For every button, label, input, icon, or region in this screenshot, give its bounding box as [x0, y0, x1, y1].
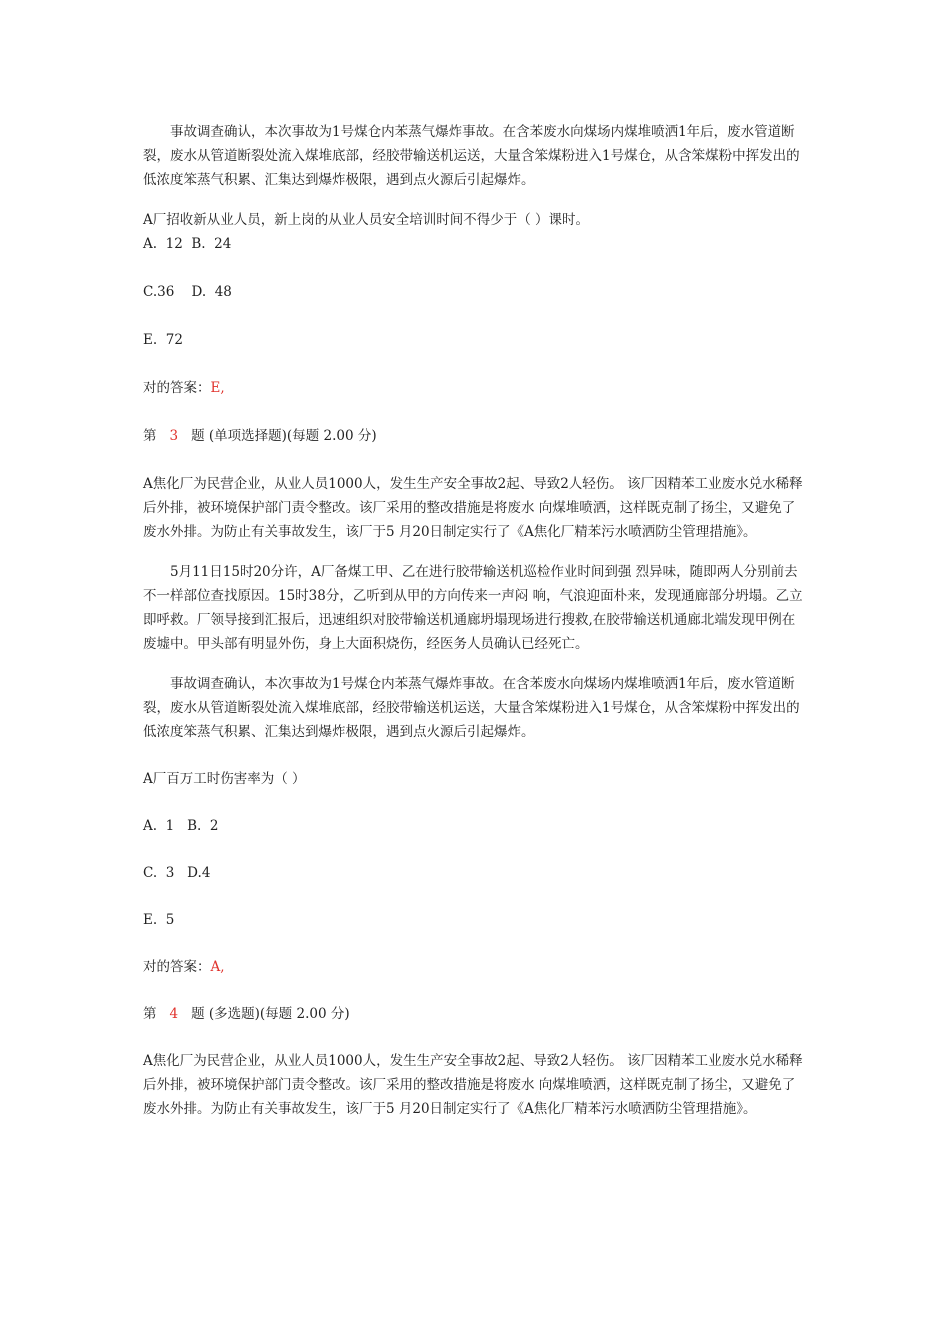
question-2-options-ab: A. 12 B. 24	[143, 236, 232, 252]
question-type: 题 (单项选择题)(每题 2.00 分)	[191, 428, 377, 444]
question-2-text: A厂招收新从业人员，新上岗的从业人员安全培训时间不得少于（ ）课时。	[143, 212, 590, 228]
question-prefix: 第	[143, 428, 157, 444]
question-2-options-e: E. 72	[143, 332, 183, 348]
accident-investigation-paragraph: 事故调查确认，本次事故为1号煤仓内苯蒸气爆炸事故。在含苯废水向煤场内煤堆喷洒1年后，废水管道断裂，废水从管道断裂处流入煤堆底部，经胶带输送机运送，大量含笨煤粉进入1号煤仓，从含笨煤粉中挥发出的低浓度笨蒸气积累、汇集达到爆炸极限，遇到点火源后引起爆炸。	[143, 124, 800, 188]
question-3-incident-paragraph: 5月11日15时20分许，A厂备煤工甲、乙在进行胶带输送机巡检作业时间到强 烈异味，随即两人分别前去不一样部位查找原因。15时38分，乙听到从甲的方向传来一声闷 响，气浪迎面朴来，发现通廊部分坍塌。乙立即呼救。厂领导接到汇报后，迅速组织对胶带输送机通廊坍塌现场进行搜救,在胶带输送机通廊北端发现甲例在废墟中。甲头部有明显外伤，身上大面积烧伤，经医务人员确认已经死亡。	[143, 564, 803, 652]
question-3-options-cd: C. 3 D.4	[143, 865, 211, 881]
question-3-options-ab: A. 1 B. 2	[143, 818, 219, 834]
question-3-text: A厂百万工时伤害率为（ ）	[143, 771, 306, 787]
question-3-header	[143, 424, 808, 448]
question-3-company-paragraph: A焦化厂为民营企业，从业人员1000人，发生生产安全事故2起、导致2人轻伤。 该厂因精苯工业废水兑水稀释后外排，被环境保护部门责令整改。该厂采用的整改措施是将废水 向煤堆喷洒，这样既克制了扬尘，又避免了废水外排。为防止有关事故发生，该厂于5 月20日制定实行了《A焦化厂精苯污水喷洒防尘管理措施》。	[143, 476, 803, 540]
question-3-answer	[143, 955, 808, 979]
answer-value: E,	[210, 380, 225, 396]
document-page	[143, 120, 808, 1121]
answer-label: 对的答案：	[143, 959, 211, 975]
question-type: 题 (多选题)(每题 2.00 分)	[191, 1006, 350, 1022]
question-prefix: 第	[143, 1006, 157, 1022]
answer-label: 对的答案：	[143, 380, 211, 396]
question-number: 3	[169, 428, 179, 444]
answer-value: A,	[210, 959, 225, 975]
question-2-answer	[143, 376, 808, 400]
question-4-header	[143, 1002, 808, 1026]
question-3-options-e: E. 5	[143, 912, 175, 928]
question-3-investigation-paragraph: 事故调查确认，本次事故为1号煤仓内苯蒸气爆炸事故。在含苯废水向煤场内煤堆喷洒1年后，废水管道断裂，废水从管道断裂处流入煤堆底部，经胶带输送机运送，大量含笨煤粉进入1号煤仓，从含笨煤粉中挥发出的低浓度笨蒸气积累、汇集达到爆炸极限，遇到点火源后引起爆炸。	[143, 676, 800, 740]
question-4-company-paragraph: A焦化厂为民营企业，从业人员1000人，发生生产安全事故2起、导致2人轻伤。 该厂因精苯工业废水兑水稀释后外排，被环境保护部门责令整改。该厂采用的整改措施是将废水 向煤堆喷洒，这样既克制了扬尘，又避免了废水外排。为防止有关事故发生，该厂于5 月20日制定实行了《A焦化厂精苯污水喷洒防尘管理措施》。	[143, 1053, 803, 1117]
question-number: 4	[169, 1006, 179, 1022]
question-2-options-cd: C.36 D. 48	[143, 284, 232, 300]
